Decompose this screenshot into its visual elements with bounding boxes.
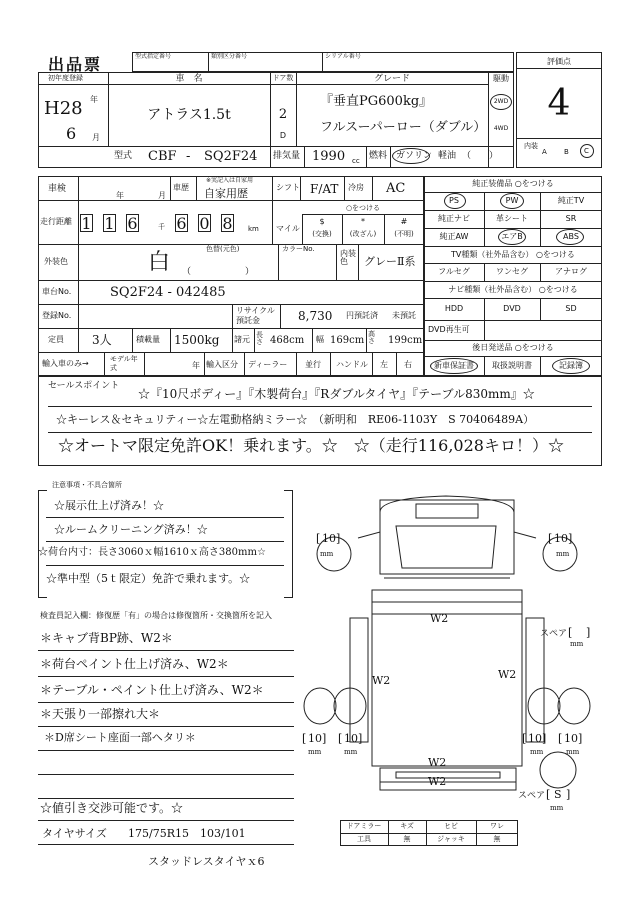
color-orig-label: 色替(元色) <box>206 245 240 253</box>
svg-text:[: [ <box>522 732 527 745</box>
history-value: 自家用歴 <box>204 187 248 200</box>
odo-swap-label: (交換) <box>312 230 332 238</box>
chassis-value: SQ2F24 - 042485 <box>110 285 226 300</box>
inspector-label: 検査員記入欄：修復歴「有」の場合は修復箇所・交換箇所を記入 <box>40 611 272 620</box>
inspector-item-5: ＊D席シート座面一部ヘタリ＊ <box>44 731 196 744</box>
serial-label: シリアル番号 <box>325 53 361 60</box>
svg-text:[: [ <box>568 626 573 639</box>
shift-value: F/AT <box>310 182 339 196</box>
doors-value: 2 <box>278 107 288 122</box>
odo-unknown-label: (不明) <box>394 230 414 238</box>
tv-fullseg: フルセグ <box>438 267 470 276</box>
tread-rear-left-outer-value: 10 <box>308 732 322 745</box>
score-label: 評価点 <box>547 57 571 66</box>
damage-mark-bed-right: W2 <box>498 668 517 681</box>
fuel-label: 燃料 <box>369 151 388 161</box>
docs-header: 後日発送品 ○をつける <box>472 343 554 352</box>
equip-sr: SR <box>565 214 577 223</box>
notes-bracket-right <box>284 490 293 598</box>
damage-mark-bed-rear: W2 <box>428 756 447 769</box>
equipment-header: 純正装備品 ○をつける <box>472 179 554 188</box>
drive-2wd: 2WD <box>493 98 509 105</box>
exterior-color: 白 <box>148 250 171 275</box>
displacement-unit: cc <box>352 157 360 165</box>
category-label: 類別区分番号 <box>211 53 248 60</box>
first-reg-month: 6 <box>66 124 77 143</box>
capacity-value: 3人 <box>92 333 112 347</box>
note-3: ☆荷台内寸：長さ3060ｘ幅1610ｘ高さ380mm☆ <box>38 547 266 558</box>
tread-rear-left-inner-unit: mm <box>344 748 358 756</box>
spec-number-row <box>132 52 514 72</box>
svg-text:[: [ <box>338 732 343 745</box>
import-dealer: ディーラー <box>248 360 288 369</box>
equip-pw: PW <box>505 196 519 205</box>
door-type: D <box>279 131 287 140</box>
equip-tv: 純正TV <box>557 196 585 205</box>
interior-score-label: 内装 <box>524 142 538 150</box>
ac-label: 冷房 <box>348 183 364 192</box>
mileage-digit-4: 6 <box>176 214 187 233</box>
model-year-label: モデル年式 <box>110 355 138 372</box>
fuel-diesel: 軽油 <box>438 151 457 161</box>
recycle-amount: 8,730 <box>298 309 333 323</box>
import-type-label: 輸入区分 <box>206 360 238 369</box>
mileage-digits <box>80 212 266 236</box>
sales-line3: ☆オートマ限定免許OK！乗れます。☆ ☆（走行116,028キロ！）☆ <box>58 436 564 455</box>
spare-front-unit: mm <box>570 640 584 648</box>
inspection-year: 年 <box>116 191 124 200</box>
damage-mark-bed-left: W2 <box>372 674 391 687</box>
exterior-paren: （ ） <box>182 267 255 277</box>
damage-mark-bumper: W2 <box>428 775 447 788</box>
fuel-other: （ ） <box>462 151 499 161</box>
navi-dvd: DVD <box>503 304 521 313</box>
ac-value: AC <box>386 181 406 196</box>
tire-size: 175/75R15 103/101 <box>128 827 246 840</box>
note-2: ☆ルームクリーニング済み！☆ <box>54 523 208 536</box>
navi-header: ナビ種類（社外品含む） ○をつける <box>448 285 578 294</box>
svg-text:[: [ <box>548 532 553 545</box>
tread-rear-right-inner-value: 10 <box>528 732 542 745</box>
handle-left: 左 <box>380 360 388 369</box>
mileage-unit: km <box>248 225 259 233</box>
recycle-status: 未預託 <box>392 311 416 320</box>
studless-tires: スタッドレスタイヤｘ6 <box>148 855 265 868</box>
vehicle-diagram <box>296 478 602 818</box>
model-label: 型式 <box>114 151 133 161</box>
navi-sd: SD <box>565 304 577 313</box>
color-code-label: カラーNo. <box>282 245 315 253</box>
equip-ps: PS <box>449 196 459 205</box>
odo-unknown-symbol: # <box>400 217 408 226</box>
interior-color: グレーⅡ系 <box>364 255 416 268</box>
recycle-unit: 円預託済 <box>346 311 378 320</box>
odo-swap-symbol: $ <box>319 217 325 226</box>
mileage-digit-1: 1 <box>81 214 92 233</box>
tread-front-right-unit: mm <box>556 550 570 558</box>
tread-rear-right-outer-value: 10 <box>564 732 578 745</box>
tread-rear-right-outer-unit: mm <box>566 748 580 756</box>
displacement-value: 1990 <box>312 149 346 164</box>
sales-line2: ☆キーレス＆セキュリティー☆左電動格納ミラー☆ （新明和 RE06-1103Y S 70406489A） <box>56 413 535 426</box>
spare-rear-label: スペア <box>518 791 546 801</box>
capacity-label: 定員 <box>48 335 64 344</box>
grade-line1: 『垂直PG600kg』 <box>320 94 433 109</box>
mileage-digit-2: 1 <box>104 214 115 233</box>
dims-label: 諸元 <box>234 335 250 344</box>
grade-label: グレード <box>373 74 410 84</box>
equip-aw: 純正AW <box>439 232 469 241</box>
import-label: 輸入車のみ→ <box>42 359 89 368</box>
mile-label: マイル <box>276 224 300 233</box>
tools-label-jack: ジャッキ <box>437 835 465 843</box>
equip-navi: 純正ナビ <box>438 214 470 223</box>
length-label: 長さ <box>256 331 263 346</box>
svg-text:]: ] <box>336 532 341 545</box>
equip-abs: ABS <box>563 232 579 241</box>
height-label: 高さ <box>368 330 375 345</box>
model-year-suffix: 年 <box>192 361 200 370</box>
fuel-gasoline: ガソリン <box>396 151 433 161</box>
note-4: ☆準中型（5ｔ限定）免許で乗れます。☆ <box>46 572 251 585</box>
mileage-digit-6: 8 <box>222 214 233 233</box>
inspector-item-3: ＊テーブル・ペイント仕上げ済み、W2＊ <box>40 683 264 697</box>
tread-front-right-value: 10 <box>554 532 568 545</box>
equip-airbag: エアB <box>501 232 523 241</box>
notes-label: 注意事項・不具合箇所 <box>52 481 122 489</box>
interior-c: C <box>584 147 589 155</box>
tv-oneseg: ワンセグ <box>496 267 528 276</box>
history-label: 車歴 <box>173 183 189 192</box>
doors-label: ドア数 <box>272 74 294 82</box>
svg-text:]: ] <box>322 732 327 745</box>
equip-leather: 革シート <box>496 214 528 223</box>
tv-header: TV種類（社外品含む） ○をつける <box>451 250 575 259</box>
displacement-label: 排気量 <box>273 151 301 161</box>
tools-value-jack: 無 <box>493 835 501 843</box>
score-value: 4 <box>547 83 571 124</box>
width-value: 169cm <box>330 335 365 346</box>
registration-label: 登録No. <box>42 311 72 320</box>
width-label: 幅 <box>316 335 324 344</box>
car-name-label: 車 名 <box>175 74 203 84</box>
tread-rear-left-outer-unit: mm <box>308 748 322 756</box>
svg-text:]: ] <box>586 626 591 639</box>
inspector-item-2: ＊荷台ペイント仕上げ済み、W2＊ <box>40 657 229 671</box>
dvd-playback: DVD再生可 <box>428 325 470 334</box>
load-value: 1500kg <box>174 333 220 347</box>
svg-text:]: ] <box>542 732 547 745</box>
mileage-thousand: 千 <box>158 223 165 231</box>
model-dash: - <box>186 149 191 164</box>
svg-text:]: ] <box>568 532 573 545</box>
tools-header-scratch: キズ <box>400 822 414 830</box>
first-reg-label: 初年度登録 <box>48 74 83 82</box>
odo-mark-note: ○をつける <box>345 204 381 212</box>
tread-front-left: [ <box>316 532 321 545</box>
mileage-label: 走行距離 <box>40 217 72 226</box>
odo-tamper-symbol: * <box>361 217 365 226</box>
mileage-digit-5: 0 <box>199 214 210 233</box>
month-unit: 月 <box>92 133 100 142</box>
handle-right: 右 <box>404 360 412 369</box>
recycle-label: リサイクル預託金 <box>236 306 275 325</box>
docs-manual: 取扱説明書 <box>492 361 532 370</box>
spare-rear-value: S <box>554 788 562 801</box>
svg-text:[: [ <box>546 788 551 801</box>
model-spec-label: 型式指定番号 <box>135 53 172 60</box>
exterior-label: 外装色 <box>44 257 68 266</box>
tread-front-left-value: 10 <box>322 532 336 545</box>
svg-text:]: ] <box>358 732 363 745</box>
sales-label: セールスポイント <box>48 381 120 391</box>
tools-header-break: ワレ <box>490 822 504 830</box>
tools-value-tools: 無 <box>403 835 411 843</box>
form-title: 出品票 <box>48 55 103 74</box>
tread-rear-right-inner-unit: mm <box>530 748 544 756</box>
spare-rear-unit: mm <box>550 804 564 812</box>
svg-text:[: [ <box>302 732 307 745</box>
load-label: 積載量 <box>136 335 160 344</box>
interior-color-label: 内装色 <box>340 249 356 266</box>
navi-hdd: HDD <box>444 304 464 313</box>
docs-records: 記録簿 <box>559 361 583 370</box>
spare-front-label: スペア <box>540 629 568 639</box>
shift-label: シフト <box>276 183 300 192</box>
year-unit: 年 <box>90 95 98 104</box>
drive-4wd: 4WD <box>493 125 509 132</box>
tv-analog: アナログ <box>555 267 587 276</box>
note-1: ☆展示仕上げ済み！☆ <box>54 499 164 512</box>
interior-a: A <box>542 148 547 156</box>
height-value: 199cm <box>388 335 423 346</box>
svg-text:]: ] <box>566 788 571 801</box>
model-code: SQ2F24 <box>204 149 258 164</box>
model-prefix: CBF <box>148 149 177 164</box>
inspector-item-4: ＊天張り一部擦れ大＊ <box>40 707 161 721</box>
damage-mark-cab-back: W2 <box>430 612 449 625</box>
tools-header-mirror: ドアミラー <box>346 822 382 830</box>
sales-line1: ☆『10尺ボディー』『木製荷台』『Rダブルタイヤ』『テーブル830mm』☆ <box>138 387 535 401</box>
docs-warranty: 新車保証書 <box>434 361 474 370</box>
inspection-month: 月 <box>158 191 166 200</box>
chassis-label: 車台No. <box>42 287 72 296</box>
drive-label: 駆動 <box>493 74 509 83</box>
tread-front-left-unit: mm <box>320 550 334 558</box>
first-reg-era: H28 <box>44 98 83 119</box>
tire-label: タイヤサイズ <box>42 827 107 840</box>
import-parallel: 並行 <box>305 360 321 369</box>
tools-header-crack: ヒビ <box>444 822 458 830</box>
svg-text:]: ] <box>578 732 583 745</box>
mileage-digit-3: 6 <box>127 214 138 233</box>
inspection-label: 車検 <box>48 184 67 194</box>
odo-tamper-label: (改ざん) <box>349 230 377 238</box>
tools-label-tools: 工具 <box>357 835 371 843</box>
inspector-item-1: ＊キャブ背BP跡、W2＊ <box>40 631 173 645</box>
length-value: 468cm <box>270 335 305 346</box>
grade-line2: フルスーパーロー（ダブル） <box>320 120 487 135</box>
interior-b: B <box>564 148 569 156</box>
svg-text:[: [ <box>558 732 563 745</box>
tread-rear-left-inner-value: 10 <box>344 732 358 745</box>
history-note: ※実記入は自家用 <box>206 177 254 184</box>
inspector-footer: ☆値引き交渉可能です。☆ <box>40 801 184 815</box>
handle-label: ハンドル <box>336 360 368 369</box>
car-name: アトラス1.5t <box>147 107 231 123</box>
